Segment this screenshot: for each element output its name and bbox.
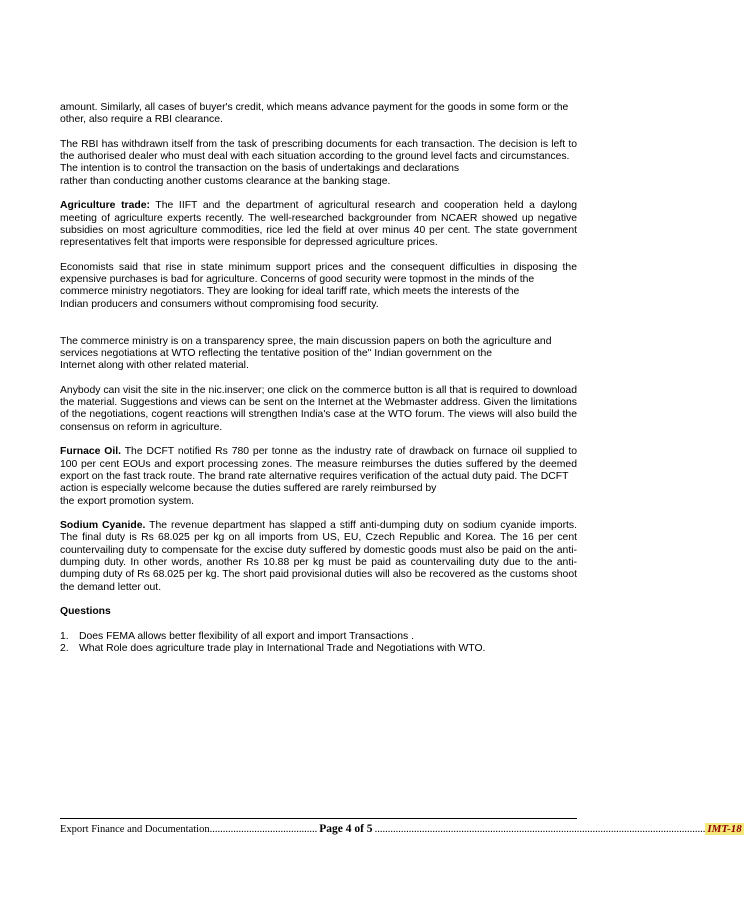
list-number: 2. [60, 643, 69, 655]
page-body [60, 102, 577, 655]
text-line: services negotiations at WTO reflecting the tentative position of the" Indian government on the [60, 347, 493, 359]
paragraph-economists [60, 262, 577, 311]
text-line: The RBI has withdrawn itself from the task of prescribing documents for each transaction. The decision is left to the authorised dealer who must deal with each situation according to the ground level facts and circumstances. [60, 138, 577, 163]
text-line: The intention is to control the transaction on the basis of undertakings and declarations [60, 163, 460, 175]
paragraph-text: The IIFT and the department of agricultural research and cooperation held a daylong meeting of agriculture experts recently. The well-researched backgrounder from NCAER showed up negative subsidies on most agriculture commodities, rice led the field at over minus 40 per cent. The state government representatives felt that imports were responsible for depressed agriculture prices. [60, 200, 577, 249]
question-text: What Role does agriculture trade play in International Trade and Negotiations with WTO. [79, 643, 486, 655]
paragraph-text: The DCFT notified Rs 780 per tonne as the industry rate of drawback on furnace oil supplied to 100 per cent EOUs and export processing zones. The measure reimburses the duties suffered by the deemed export on the fast track route. The brand rate alternative requires verification of the actual duty paid. The DCFT [60, 446, 578, 482]
section-heading: Agriculture trade: [60, 200, 150, 212]
paragraph-agriculture-trade [60, 200, 577, 249]
dot-leader: .............................................................................................................................. [374, 824, 706, 835]
questions-heading: Questions [60, 606, 111, 618]
footer-page-number: Page 4 of 5 [319, 823, 373, 835]
list-item [60, 631, 577, 643]
text-line: the export promotion system. [60, 495, 194, 507]
paragraph-text: The revenue department has slapped a stiff anti-dumping duty on sodium cyanide imports. The final duty is Rs 68.025 per kg on all imports from US, EU, Czech Republic and Korea. The 16 per cent countervailing duty to compensate for the excise duty suffered by domestic goods must also be paid on the anti-dumping duty. In other words, another Rs 10.88 per kg must be paid as countervailing duty due to the anti-dumping duty of Rs 68.025 per kg. The short paid provisional duties will also be recovered as the customs shoot the demand letter out. [60, 520, 577, 593]
paragraph-sodium-cyanide [60, 520, 577, 594]
footer-course-code: IMT-18 [707, 823, 742, 835]
text-line: rather than conducting another customs clearance at the banking stage. [60, 175, 391, 187]
paragraph-nic-site [60, 385, 577, 434]
paragraph-furnace-oil [60, 446, 577, 507]
text-line: Economists said that rise in state minimum support prices and the consequent difficulties in disposing the expensive purchases is bad for agriculture. Concerns of good security were topmost in the minds of the [60, 261, 577, 286]
paragraph-rbi-documents [60, 139, 577, 188]
paragraph-transparency [60, 336, 577, 373]
list-number: 1. [60, 630, 69, 642]
question-text: Does FEMA allows better flexibility of all export and import Transactions . [79, 630, 414, 642]
text-line: amount. Similarly, all cases of buyer's credit, which means advance payment for the goods in some form or the [60, 102, 569, 113]
text-line: other, also require a RBI clearance. [60, 114, 223, 126]
text-line: Internet along with other related material. [60, 360, 249, 372]
section-heading: Sodium Cyanide. [60, 520, 146, 532]
list-item [60, 643, 577, 655]
questions-list [60, 631, 577, 656]
text-line: The commerce ministry is on a transparency spree, the main discussion papers on both the agriculture and [60, 335, 552, 347]
section-heading: Furnace Oil. [60, 446, 122, 458]
page-footer [60, 818, 742, 835]
dot-leader: ........................................ [212, 824, 318, 835]
paragraph-text: Anybody can visit the site in the nic.inserver; one click on the commerce button is all that is required to download the material. Suggestions and views can be sent on the Internet at the Webmaster address. Given the limitations of the negotiations, cogent reactions will strengthen India's case at the WTO forum. The views will also build the consensus on reform in agriculture. [60, 384, 577, 433]
text-line: commerce ministry negotiators. They are looking for ideal tariff rate, which meets the interests of the [60, 286, 520, 298]
footer-course-title: Export Finance and Documentation. [60, 824, 213, 835]
text-line: Indian producers and consumers without compromising food security. [60, 298, 379, 310]
paragraph-rbi-clearance [60, 102, 577, 127]
text-line: action is especially welcome because the duties suffered are rarely reimbursed by [60, 483, 437, 495]
